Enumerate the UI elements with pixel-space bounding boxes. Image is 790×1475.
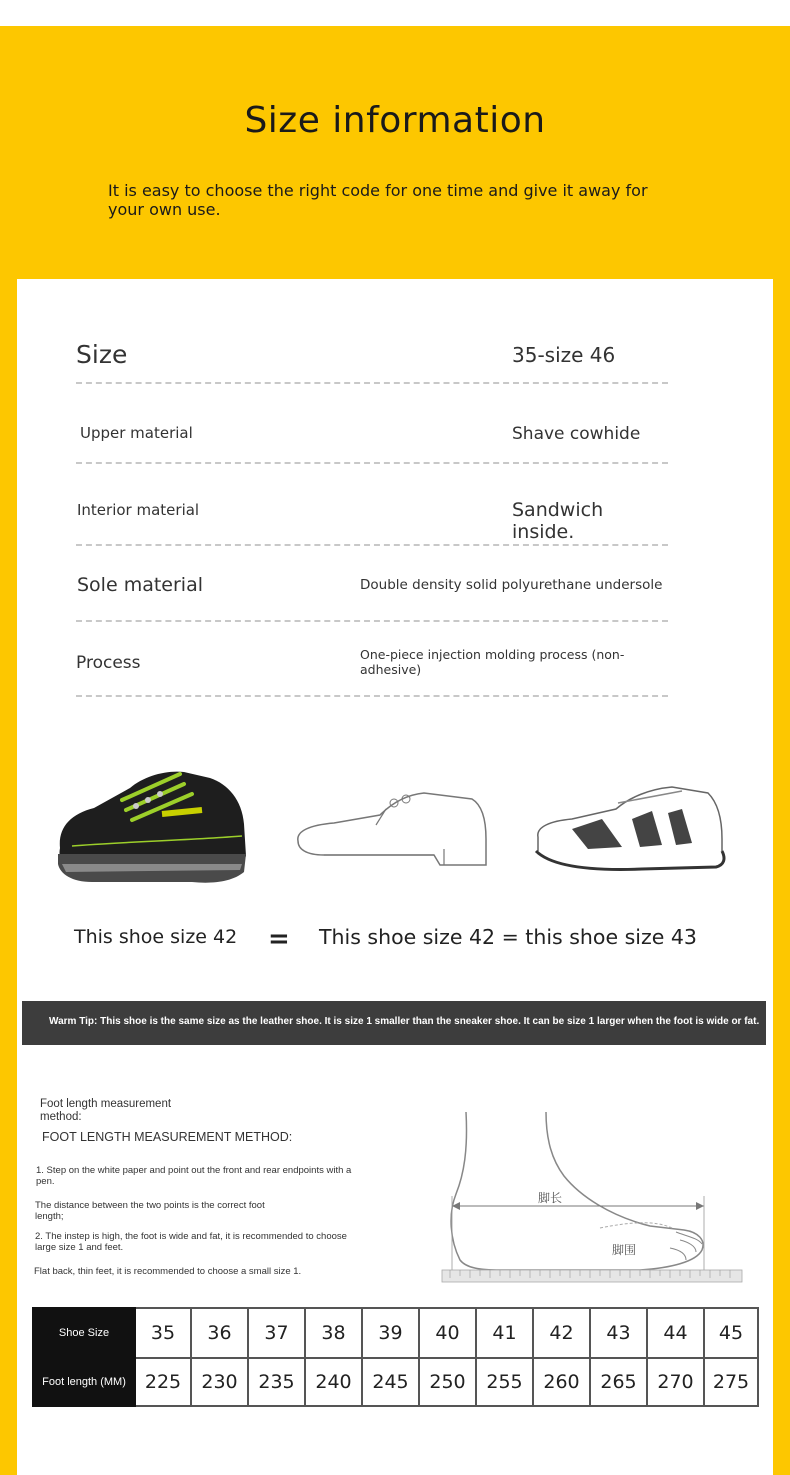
size-chart-table	[32, 1307, 759, 1407]
comparison-left-text: This shoe size 42	[74, 926, 238, 948]
table-cell: 37	[248, 1308, 305, 1358]
spec-value: Sandwich inside.	[512, 499, 604, 543]
warm-tip-bar: Warm Tip: This shoe is the same size as the leather shoe. It is size 1 smaller than the sneaker shoe. It can be size 1 larger when the foot is wide or fat.	[22, 1001, 766, 1045]
spec-row-process	[76, 646, 668, 697]
table-cell: 260	[533, 1358, 590, 1406]
table-cell: 275	[704, 1358, 758, 1406]
table-cell: 230	[191, 1358, 248, 1406]
measurement-heading-small: Foot length measurement method:	[40, 1098, 172, 1123]
table-header-foot-length: Foot length (MM)	[33, 1358, 135, 1406]
comparison-right-text: This shoe size 42 = this shoe size 43	[319, 925, 697, 949]
spec-label: Process	[76, 653, 141, 673]
table-header-shoe-size: Shoe Size	[33, 1308, 135, 1358]
foot-measurement-diagram	[440, 1110, 746, 1286]
table-row-foot-length	[33, 1358, 758, 1406]
foot-length-label: 脚长	[538, 1191, 563, 1205]
table-cell: 45	[704, 1308, 758, 1358]
spec-value: One-piece injection molding process (non-adhesive)	[360, 647, 625, 677]
table-cell: 44	[647, 1308, 704, 1358]
table-cell: 40	[419, 1308, 476, 1358]
table-cell: 265	[590, 1358, 647, 1406]
table-cell: 225	[135, 1358, 191, 1406]
page-subtitle: It is easy to choose the right code for one time and give it away for your own use.	[108, 181, 648, 219]
table-cell: 35	[135, 1308, 191, 1358]
table-cell: 43	[590, 1308, 647, 1358]
measurement-step-1b: The distance between the two points is the correct foot length;	[35, 1200, 265, 1222]
foot-girth-label: 脚围	[612, 1243, 637, 1257]
table-cell: 36	[191, 1308, 248, 1358]
measurement-step-2: 2. The instep is high, the foot is wide and fat, it is recommended to choose large size 1 and feet.	[35, 1231, 347, 1253]
spec-label: Interior material	[77, 501, 200, 519]
measurement-step-3: Flat back, thin feet, it is recommended to choose a small size 1.	[34, 1266, 302, 1277]
spec-row-sole-material	[76, 572, 668, 622]
spec-label: Upper material	[80, 424, 193, 442]
table-cell: 255	[476, 1358, 533, 1406]
table-cell: 240	[305, 1358, 362, 1406]
measurement-heading: FOOT LENGTH MEASUREMENT METHOD:	[42, 1130, 293, 1144]
table-cell: 41	[476, 1308, 533, 1358]
spec-row-size	[76, 340, 668, 384]
spec-value: Double density solid polyurethane undersole	[360, 577, 663, 593]
spec-label: Sole material	[77, 574, 203, 596]
table-cell: 270	[647, 1358, 704, 1406]
spec-row-interior-material	[76, 498, 668, 546]
page-title: Size information	[244, 100, 546, 141]
spec-label: Size	[76, 340, 128, 369]
table-cell: 235	[248, 1358, 305, 1406]
safety-shoe-image	[52, 766, 252, 890]
spec-value: 35-size 46	[512, 343, 616, 367]
spec-value: Shave cowhide	[512, 424, 641, 444]
measurement-step-1: 1. Step on the white paper and point out the front and rear endpoints with a pen.	[36, 1165, 352, 1187]
spec-row-upper-material	[76, 422, 668, 464]
table-cell: 38	[305, 1308, 362, 1358]
table-cell: 42	[533, 1308, 590, 1358]
table-cell: 250	[419, 1358, 476, 1406]
leather-shoe-outline-image	[294, 785, 490, 871]
sneaker-outline-image	[532, 785, 728, 877]
table-cell: 39	[362, 1308, 419, 1358]
table-row-shoe-size	[33, 1308, 758, 1358]
equals-sign: =	[268, 924, 290, 954]
table-cell: 245	[362, 1358, 419, 1406]
